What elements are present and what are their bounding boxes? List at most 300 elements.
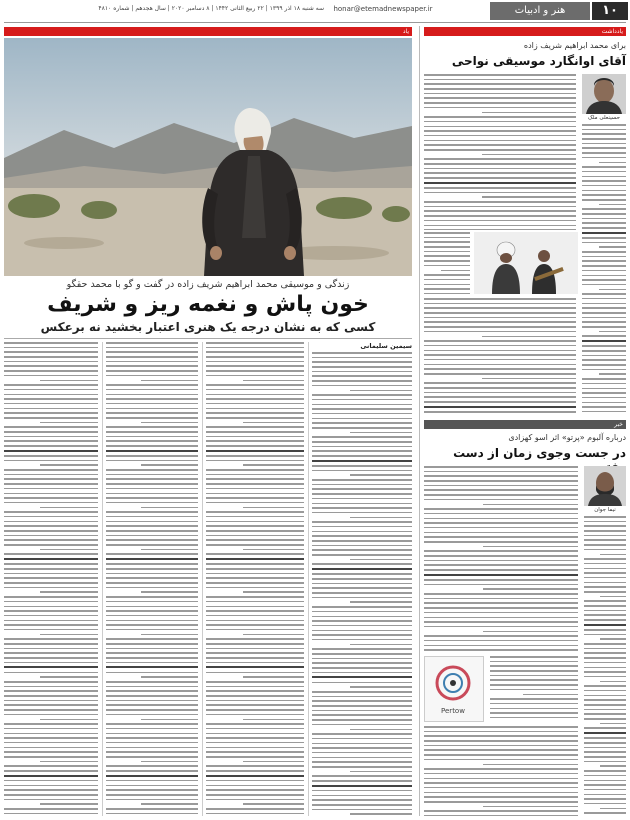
body-text-line [4,516,98,518]
body-text-line [106,742,198,744]
body-text-line [4,596,98,598]
body-text-line [582,298,626,300]
body-text-line [424,255,470,257]
body-text-line [312,809,412,811]
body-text-line [424,307,576,309]
body-text-line [312,531,412,533]
body-text-line [312,583,412,585]
body-text-line [584,751,626,753]
body-text-line [4,733,98,735]
body-text-line [424,274,470,276]
body-text-line [312,625,412,627]
body-text-line [582,364,626,366]
body-text-line [584,657,626,659]
body-text-line [106,799,198,801]
body-text-line [106,733,198,735]
body-text-line [206,652,304,654]
body-text-line [206,497,304,499]
body-text-line [424,745,578,747]
body-text-line [350,517,412,519]
body-text-line [4,455,98,457]
body-text-line [206,398,304,400]
body-text-line [582,194,626,196]
body-text-line [582,321,626,323]
body-text-line [584,614,626,616]
body-text-line [482,336,576,338]
body-text-line [312,446,412,448]
body-text-line [243,380,304,382]
body-text-line [312,795,412,797]
body-text-line [106,351,198,353]
body-text-line [312,780,412,782]
main-body-column-4 [4,342,98,816]
body-text-line [584,676,626,678]
body-text-line [312,413,412,415]
body-text-line [206,624,304,626]
body-text-line [106,657,198,659]
body-text-line [206,723,304,725]
body-text-line [106,398,198,400]
body-text-line [424,172,576,174]
body-text-line [312,366,412,368]
body-text-line [106,728,198,730]
body-text-line [424,368,576,370]
body-text-line [424,740,578,742]
body-text-line [4,426,98,428]
body-text-line [584,718,626,720]
body-text-line [4,723,98,725]
body-text-line [312,634,412,636]
body-text-line [424,787,578,789]
body-text-line [4,365,98,367]
body-text-line [40,803,98,805]
body-text-line [106,596,198,598]
body-text-line [243,761,304,763]
body-text-line [582,355,626,357]
body-text-line [4,587,98,589]
body-text-line [312,545,412,547]
body-text-line [4,408,98,410]
body-text-line [206,775,304,777]
body-text-line [4,620,98,622]
body-text-line [4,488,98,490]
body-text-line [106,361,198,363]
body-text-line [312,804,412,806]
body-text-line [424,331,576,333]
body-text-line [424,621,578,623]
body-text-line [206,799,304,801]
main-subheadline: کسی که به نشان درجه یک هنری اعتبار بخشید نه برعکس [40,320,376,334]
body-text-line [206,375,304,377]
body-text-line [312,422,412,424]
body-text-line [141,380,198,382]
body-text-line [490,675,578,677]
body-text-line [312,799,412,801]
body-text-line [4,780,98,782]
body-text-line [424,241,470,243]
body-text-line [4,756,98,758]
body-text-line [312,455,412,457]
body-text-line [106,751,198,753]
body-text-line [424,83,576,85]
header-rule [4,22,626,23]
body-text-line [312,526,412,528]
author-portrait-2-caption: نیما جوان [594,507,616,513]
website-email[interactable]: honar@etemadnewspaper.ir [333,5,433,13]
body-text-line [424,541,578,543]
body-text-line [582,350,626,352]
body-text-line [584,667,626,669]
body-text-line [424,93,576,95]
body-text-line [206,686,304,688]
body-text-line [4,535,98,537]
body-text-line [584,535,626,537]
body-text-line [4,403,98,405]
body-text-line [582,129,626,131]
body-text-line [206,690,304,692]
body-text-line [206,361,304,363]
body-text-line [206,742,304,744]
body-text-line [206,431,304,433]
body-text-line [206,530,304,532]
body-text-line [40,676,98,678]
body-text-line [206,356,304,358]
body-text-line [106,375,198,377]
body-text-line [206,384,304,386]
body-text-line [584,634,626,636]
body-text-line [350,813,412,815]
body-text-line [40,507,98,509]
body-text-line [4,624,98,626]
body-text-line [206,587,304,589]
body-text-line [206,525,304,527]
body-text-line [4,601,98,603]
body-text-line [312,385,412,387]
body-text-line [350,686,412,688]
body-text-line [424,754,578,756]
body-text-line [584,761,626,763]
body-text-line [584,610,626,612]
body-text-line [106,643,198,645]
body-text-line [312,361,412,363]
body-text-line [206,408,304,410]
body-text-line [482,154,576,156]
body-text-line [4,563,98,565]
body-text-line [424,782,578,784]
body-text-line [582,171,626,173]
body-text-line [599,331,626,333]
body-text-line [106,629,198,631]
body-text-line [106,615,198,617]
body-text-line [206,460,304,462]
body-text-line [106,582,198,584]
body-text-line [312,503,412,505]
body-text-line [106,587,198,589]
body-text-line [106,365,198,367]
body-text-line [424,612,578,614]
body-text-line [106,516,198,518]
body-text-line [312,653,412,655]
body-text-line [424,354,576,356]
body-text-line [312,352,412,354]
body-text-line [141,761,198,763]
body-text-line [424,298,576,300]
right-story-2-body-narrow [584,516,626,816]
body-text-line [584,812,626,814]
body-text-line [424,550,578,552]
body-text-line [206,558,304,560]
right-story-2-kicker: درباره آلبوم «پرتو» اثر اسو کهزادی [508,433,626,442]
body-text-line [106,426,198,428]
body-text-line [4,450,98,452]
body-text-line [424,135,576,137]
album-cover-illustration [424,657,483,722]
right-story-1-body-b [424,232,470,294]
body-text-line [206,553,304,555]
body-text-line [424,215,576,217]
body-text-line [243,676,304,678]
body-text-line [206,620,304,622]
right-story-1-body-a [424,74,576,230]
body-text-line [482,378,576,380]
main-kicker: زندگی و موسیقی محمد ابراهیم شریف زاده در گفت و گو با محمد حقگو [66,279,350,290]
body-text-line [312,662,412,664]
body-text-line [424,279,470,281]
body-text-line [424,626,578,628]
body-text-line [490,661,578,663]
body-text-line [584,525,626,527]
body-text-line [206,516,304,518]
body-text-line [582,265,626,267]
body-text-line [106,563,198,565]
body-text-line [4,751,98,753]
body-text-line [483,588,578,590]
body-text-line [312,705,412,707]
body-text-line [206,657,304,659]
body-text-line [424,229,576,230]
portrait-illustration [584,466,626,506]
body-text-line [206,737,304,739]
body-text-line [4,351,98,353]
body-text-line [482,196,576,198]
body-text-line [424,382,576,384]
body-text-line [424,293,470,294]
body-text-line [312,578,412,580]
body-text-line [424,232,470,234]
body-text-line [424,251,470,253]
body-text-line [424,815,578,816]
body-text-line [582,232,626,234]
body-text-line [312,408,412,410]
right-story-1-title: آقای اوانگارد موسیقی نواحی [451,54,626,68]
body-text-line [243,719,304,721]
body-text-line [4,643,98,645]
body-text-line [582,270,626,272]
portrait-illustration [582,74,626,114]
body-text-line [600,681,626,683]
body-text-line [206,351,304,353]
body-text-line [106,384,198,386]
body-text-line [4,544,98,546]
body-text-line [206,808,304,810]
body-text-line [312,540,412,542]
body-text-line [312,549,412,551]
body-text-line [424,107,576,109]
body-text-line [106,370,198,372]
body-text-line [141,549,198,551]
section-label-right [424,27,626,36]
body-text-line [4,742,98,744]
body-text-line [4,662,98,664]
body-text-line [4,342,98,344]
body-text-line [584,747,626,749]
body-text-line [243,507,304,509]
body-text-line [206,412,304,414]
body-text-line [584,568,626,570]
body-text-line [490,679,578,681]
body-text-line [582,307,626,309]
body-text-line [206,535,304,537]
body-text-line [582,383,626,385]
body-text-line [106,601,198,603]
issue-line: سه شنبه ۱۸ آذر ۱۳۹۹ | ۲۲ ربیع الثانی ۱۴۴۲ | ۸ دسامبر ۲۰۲۰ | سال هجدهم | شماره ۴۸۱۰ [98,5,324,12]
body-text-line [4,539,98,541]
body-text-line [106,652,198,654]
body-text-line [4,445,98,447]
body-text-line [106,709,198,711]
body-text-line [106,648,198,650]
body-text-line [490,717,578,719]
body-text-line [312,738,412,740]
body-text-line [4,440,98,442]
body-text-line [582,208,626,210]
body-text-line [4,704,98,706]
body-text-line [312,535,412,537]
body-text-line [424,607,578,609]
main-headline: خون پاش و نغمه ریز و شریف [47,292,369,317]
body-text-line [424,387,576,389]
body-text-line [4,568,98,570]
body-text-line [424,406,576,408]
body-text-line [424,598,578,600]
body-text-line [4,384,98,386]
body-text-line [584,742,626,744]
body-text-line [490,656,578,658]
body-text-line [582,345,626,347]
body-text-line [424,116,576,118]
body-text-line [206,478,304,480]
body-text-line [584,798,626,800]
body-text-line [106,530,198,532]
body-text-line [4,521,98,523]
body-text-line [584,629,626,631]
body-text-line [312,563,412,565]
body-text-line [424,731,578,733]
body-text-line [584,794,626,796]
body-text-line [243,422,304,424]
body-text-line [424,364,576,366]
body-text-line [106,483,198,485]
body-text-line [312,357,412,359]
body-text-line [584,685,626,687]
body-text-line [584,563,626,565]
body-text-line [312,710,412,712]
body-text-line [243,591,304,593]
body-text-line [582,157,626,159]
body-text-line [4,511,98,513]
body-text-line [582,237,626,239]
body-text-line [106,700,198,702]
body-text-line [4,375,98,377]
body-text-line [40,380,98,382]
body-text-line [106,775,198,777]
body-text-line [106,497,198,499]
body-text-line [490,703,578,705]
column-rule [202,342,203,816]
section-title: هنر و ادبیات [490,2,590,20]
body-text-line [206,563,304,565]
body-text-line [312,672,412,674]
body-text-line [582,124,626,126]
body-text-line [206,672,304,674]
body-text-line [106,539,198,541]
section-label-left [4,27,412,36]
body-text-line [312,696,412,698]
body-text-line [584,652,626,654]
body-text-line [350,432,412,434]
body-text-line [206,756,304,758]
body-text-line [490,665,578,667]
body-text-line [424,593,578,595]
body-text-line [424,359,576,361]
body-text-line [4,765,98,767]
body-text-line [424,532,578,534]
body-text-line [582,275,626,277]
body-text-line [312,676,412,678]
body-text-line [4,775,98,777]
body-text-line [141,719,198,721]
body-text-line [424,513,578,515]
body-text-line [424,392,576,394]
body-text-line [424,475,578,477]
body-text-line [206,511,304,513]
body-text-line [106,544,198,546]
body-text-line [4,460,98,462]
body-text-line [584,732,626,734]
body-text-line [206,342,304,344]
body-text-line [582,152,626,154]
body-text-line [582,190,626,192]
body-text-line [312,512,412,514]
body-text-line [424,485,578,487]
body-text-line [584,572,626,574]
body-text-line [4,794,98,796]
body-text-line [312,682,412,684]
body-text-line [206,568,304,570]
main-body-column-3 [106,342,198,816]
body-text-line [582,326,626,328]
body-text-line [582,369,626,371]
body-text-line [424,140,576,142]
body-text-line [4,389,98,391]
body-text-line [206,638,304,640]
body-text-line [424,187,576,189]
body-text-line [424,494,578,496]
body-text-line [582,256,626,258]
body-text-line [106,450,198,452]
body-text-line [424,635,578,637]
body-text-line [4,558,98,560]
